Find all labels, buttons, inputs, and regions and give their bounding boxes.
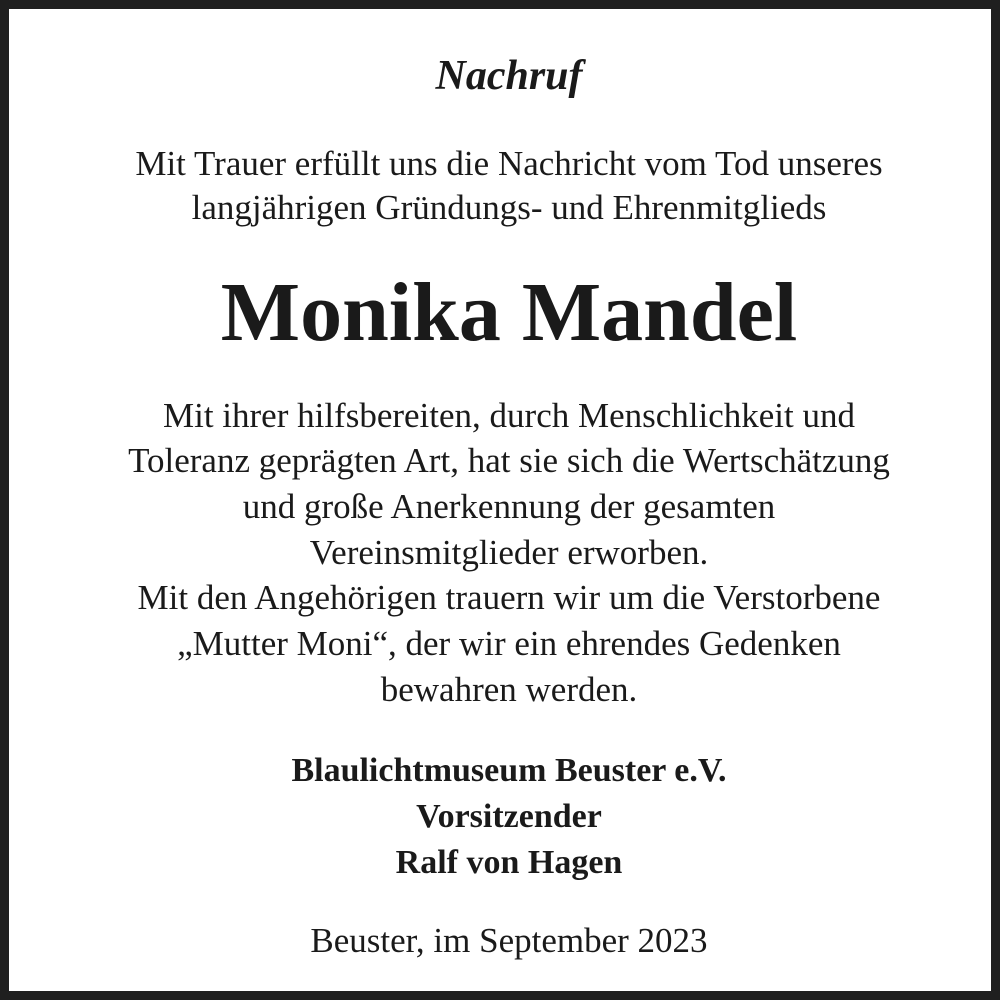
deceased-name: Monika Mandel [220, 266, 798, 359]
body-line-6: „Mutter Moni“, der wir ein ehrendes Gedenken [177, 624, 841, 663]
body-line-7: bewahren werden. [380, 670, 638, 709]
body-line-5: Mit den Angehörigen trauern wir um die Verstorbene [137, 578, 881, 617]
intro-line-1: Mit Trauer erfüllt uns die Nachricht vom Tod unseres [135, 144, 883, 183]
notice-heading: Nachruf [435, 53, 583, 99]
signature-person: Ralf von Hagen [395, 844, 623, 881]
body-line-3: und große Anerkennung der gesamten [242, 487, 776, 526]
signature-organization: Blaulichtmuseum Beuster e.V. [291, 752, 727, 789]
intro-line-2: langjährigen Gründungs- und Ehrenmitglieds [191, 188, 827, 227]
body-line-4: Vereinsmitglieder erworben. [309, 533, 709, 572]
signature-role: Vorsitzender [416, 798, 602, 835]
body-line-1: Mit ihrer hilfsbereiten, durch Menschlichkeit und [162, 396, 856, 435]
body-line-2: Toleranz geprägten Art, hat sie sich die Wertschätzung [128, 441, 890, 480]
place-date: Beuster, im September 2023 [310, 921, 708, 960]
